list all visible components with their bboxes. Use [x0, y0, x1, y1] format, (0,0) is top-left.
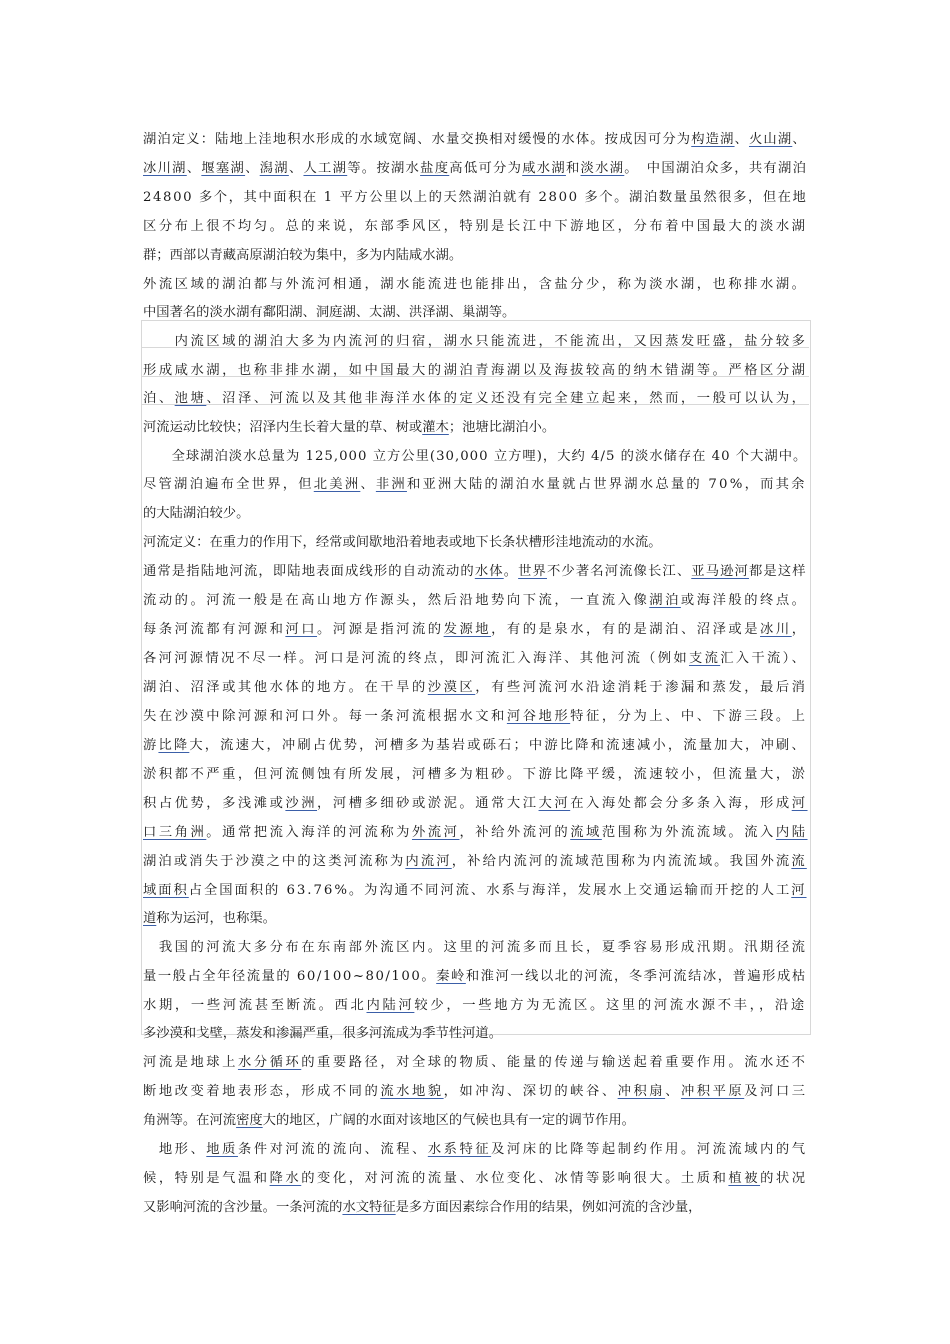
- text-run: 的大陆湖泊较少。: [143, 506, 250, 521]
- hyperlink[interactable]: 支流: [688, 651, 721, 666]
- text-run: 的重要路径，对全球的物质、能量的传递与输送起着重要作用。流水还不: [301, 1055, 808, 1070]
- hyperlink[interactable]: 堰塞湖: [201, 161, 246, 176]
- text-run: 、: [360, 477, 376, 492]
- text-run: 占全国面积的 63.76%。为沟通不同河流、水系与海洋，发展水上交通运输而开挖的人工: [188, 883, 792, 898]
- hyperlink[interactable]: 道: [143, 911, 157, 926]
- hyperlink[interactable]: 冲积扇: [617, 1084, 666, 1099]
- text-line: [143, 938, 807, 958]
- text-run: ，有的是泉水，有的是湖泊、沼泽或是: [491, 622, 761, 637]
- text-run: 和亚洲大陆的湖泊水量就占世界湖水总量的 70%，而其余: [406, 477, 807, 492]
- text-run: 、: [288, 161, 304, 176]
- text-run: 或海洋般的终点。: [680, 593, 808, 608]
- text-line: [143, 707, 807, 727]
- hyperlink[interactable]: 内流河: [405, 854, 452, 869]
- hyperlink[interactable]: 人工湖: [303, 161, 348, 176]
- hyperlink[interactable]: 冰川湖: [143, 161, 187, 176]
- hyperlink[interactable]: 河谷地形: [506, 709, 571, 724]
- text-run: 、沼泽、河流以及其他非海洋水体的定义还没有完全建立起来，然而，一般可以认为，: [206, 391, 808, 406]
- hyperlink[interactable]: 冰川: [760, 622, 792, 637]
- text-run: 条件对河流的流向、流程、: [237, 1142, 428, 1157]
- text-line: [143, 967, 807, 987]
- text-run: 群；西部以青藏高原湖泊较为集中，多为内陆咸水湖。: [143, 248, 463, 263]
- text-run: 的变化，对河流的流量、水位变化、冰情等影响很大。土质和: [301, 1171, 729, 1186]
- text-line: [143, 620, 808, 640]
- text-run: 河流定义：在重力的作用下，经常或间歇地沿着地表或地下长条状槽形洼地流动的水流。: [143, 535, 662, 550]
- hyperlink[interactable]: 流域: [570, 825, 602, 840]
- text-line: [143, 1169, 808, 1189]
- text-run: 河流运动比较快；沼泽内生长着大量的草、树或: [143, 420, 423, 435]
- text-run: 范围称为外流流域。流入: [601, 825, 776, 840]
- text-run: 候，特别是气温和: [143, 1171, 270, 1186]
- text-run: 失在沙漠中除河源和河口外。每一条河流根据水文和: [143, 709, 507, 724]
- text-run: 游: [143, 738, 159, 753]
- hyperlink[interactable]: 灌木: [422, 420, 449, 435]
- text-line: [143, 678, 807, 698]
- text-line: [143, 852, 807, 872]
- hyperlink[interactable]: 内陆: [775, 825, 808, 840]
- text-run: 。: [503, 564, 519, 579]
- text-line: [143, 188, 807, 208]
- text-line: [143, 1053, 808, 1073]
- text-run: 外流区域的湖泊都与外流河相通，湖水能流进也能排出，含盐分少，称为淡水湖，也称排水湖。: [143, 277, 808, 292]
- hyperlink[interactable]: 降水: [269, 1171, 302, 1186]
- text-line: [143, 562, 807, 582]
- text-run: 淤积都不严重，但河流侧蚀有所发展，河槽多为粗砂。下游比降平缓，流速较小，但流量大，淤: [143, 767, 808, 782]
- text-run: 我国的河流大多分布在东南部外流区内。这里的河流多而且长，夏季容易形成汛期。汛期径流: [143, 940, 808, 955]
- text-run: 、: [734, 132, 749, 147]
- text-run: 形成咸水湖，也称非排水湖，如中国最大的湖泊青海湖以及海拔较高的纳木错湖等。严格区分湖: [143, 363, 808, 378]
- hyperlink[interactable]: 地质: [206, 1142, 238, 1157]
- text-run: 多沙漠和戈壁，蒸发和渗漏严重，很多河流成为季节性河道。: [143, 1026, 503, 1041]
- text-line: [143, 736, 807, 756]
- text-run: 及河口三: [744, 1084, 808, 1099]
- hyperlink[interactable]: 沙漠区: [427, 680, 476, 695]
- text-run: 是多方面因素综合作用的结果，例如河流的含沙量，: [395, 1200, 702, 1215]
- text-run: 较少，一些地方为无流区。这里的河流水源不丰，，沿途: [414, 998, 807, 1013]
- hyperlink[interactable]: 水文特征: [342, 1200, 396, 1215]
- text-run: 湖泊或消失于沙漠之中的这类河流称为: [143, 854, 406, 869]
- text-run: 、: [792, 132, 807, 147]
- text-run: 河流是地球上: [143, 1055, 238, 1070]
- text-run: 水期，一些河流甚至断流。西北: [143, 998, 367, 1013]
- hyperlink[interactable]: 水体: [474, 564, 504, 579]
- text-run: 泊、: [143, 391, 175, 406]
- text-run: 中国著名的淡水湖有鄱阳湖、洞庭湖、太湖、洪泽湖、巢湖等。: [143, 305, 516, 320]
- hyperlink[interactable]: 沙洲: [285, 796, 318, 811]
- text-run: 又影响河流的含沙量。一条河流的: [143, 1200, 343, 1215]
- hyperlink[interactable]: 咸水湖: [522, 161, 566, 176]
- text-line: [143, 649, 807, 669]
- text-run: 湖泊定义：陆地上洼地积水形成的水域宽阔、水量交换相对缓慢的水体。按成因可分为: [143, 132, 692, 147]
- text-run: ，河槽多细砂或淤泥。通常大江: [317, 796, 539, 811]
- text-run: 、: [245, 161, 260, 176]
- text-line: [143, 1111, 635, 1131]
- text-line: [143, 389, 808, 409]
- hyperlink[interactable]: 池塘: [174, 391, 207, 406]
- hyperlink[interactable]: 水分循环: [237, 1055, 302, 1070]
- text-run: 积占优势，多浅滩或: [143, 796, 286, 811]
- hyperlink[interactable]: 外流河: [411, 825, 460, 840]
- text-run: 流动的。河流一般是在高山地方作源头，然后沿地势向下流，一直流入像: [143, 593, 650, 608]
- hyperlink[interactable]: 域面积: [143, 883, 189, 898]
- hyperlink[interactable]: 内陆河: [366, 998, 415, 1013]
- text-line: [143, 765, 807, 785]
- text-run: 都是这样: [748, 564, 807, 579]
- text-run: 区分布上很不均匀。总的来说，东部季风区，特别是长江中下游地区，分布着中国最大的淡水湖: [143, 219, 808, 234]
- text-line: [143, 130, 807, 150]
- hyperlink[interactable]: 河口: [285, 622, 318, 637]
- hyperlink[interactable]: 秦岭: [436, 969, 466, 984]
- text-run: 地形、: [143, 1142, 207, 1157]
- text-line: [143, 1024, 502, 1044]
- hyperlink[interactable]: 植被: [728, 1171, 761, 1186]
- text-line: [143, 217, 807, 237]
- hyperlink[interactable]: 发源地: [443, 622, 492, 637]
- text-line: [143, 909, 276, 929]
- text-line: [143, 794, 808, 814]
- text-run: 大的地区，广阔的水面对该地区的气候也具有一定的调节作用。: [262, 1113, 635, 1128]
- hyperlink[interactable]: 河: [791, 796, 808, 811]
- text-line: [143, 275, 807, 295]
- text-run: 通常是指陆地河流，即陆地表面成线形的自动流动的: [143, 564, 475, 579]
- text-run: 和淮河一线以北的河流，冬季河流结冰，普遍形成枯: [465, 969, 807, 984]
- text-run: 内流区域的湖泊大多为内流河的归宿，湖水只能流进，不能流出，又因蒸发旺盛，盐分较多: [143, 334, 808, 349]
- text-run: 、: [186, 161, 202, 176]
- hyperlink[interactable]: 大河: [538, 796, 571, 811]
- hyperlink[interactable]: 世界: [518, 564, 547, 579]
- text-run: 。通常把流入海洋的河流称为: [206, 825, 412, 840]
- hyperlink[interactable]: 河: [791, 883, 807, 898]
- text-line: [143, 303, 515, 323]
- text-run: ，: [791, 622, 808, 637]
- hyperlink[interactable]: 淡水湖: [580, 161, 625, 176]
- text-line: [143, 418, 555, 438]
- hyperlink[interactable]: 非洲: [375, 477, 407, 492]
- text-line: [143, 246, 462, 266]
- text-run: 24800 多个，其中面积在 1 平方公里以上的天然湖泊就有 2800 多个。湖泊数量虽然很多，但在地: [143, 190, 808, 205]
- text-line: [143, 881, 807, 901]
- text-run: ，有些河流河水沿途消耗于渗漏和蒸发，最后消: [475, 680, 808, 695]
- text-run: ，如冲沟、深切的峡谷、: [443, 1084, 618, 1099]
- hyperlink[interactable]: 冲积平原: [680, 1084, 745, 1099]
- text-run: 角洲等。在河流: [143, 1113, 237, 1128]
- hyperlink[interactable]: 火山湖: [748, 132, 793, 147]
- text-line: [143, 1198, 701, 1218]
- text-line: [143, 361, 807, 381]
- text-line: [143, 996, 807, 1016]
- text-run: 高低可分为: [449, 161, 523, 176]
- text-run: 在入海处都会分多条入海，形成: [570, 796, 792, 811]
- text-run: 的状况: [760, 1171, 808, 1186]
- text-run: 断地改变着地表形态，形成不同的: [143, 1084, 381, 1099]
- text-run: 及河床的比降等起制约作用。河流流域内的气: [491, 1142, 808, 1157]
- text-line: [143, 447, 807, 467]
- text-run: 全球湖泊淡水总量为 125,000 立方公里(30,000 立方哩)，大约 4/5 的淡水储存在 40 个大湖中。: [143, 449, 808, 464]
- text-run: 湖泊、沼泽或其他水体的地方。在干旱的: [143, 680, 428, 695]
- text-run: 。河源是指河流的: [317, 622, 444, 637]
- text-run: 等。按湖水: [347, 161, 421, 176]
- text-run: 特征，分为上、中、下游三段。上: [570, 709, 808, 724]
- text-line: [143, 591, 808, 611]
- text-run: ，补给内流河的流域范围称为内流流域。我国外流: [451, 854, 792, 869]
- text-run: ；池塘比湖泊小。: [448, 420, 556, 435]
- hyperlink[interactable]: 流水地貌: [380, 1084, 444, 1099]
- text-line: [143, 823, 808, 843]
- text-run: 称为运河，也称渠。: [156, 911, 276, 926]
- text-run: 各河河源情况不尽一样。河口是河流的终点，即河流汇入海洋、其他河流（例如: [143, 651, 689, 666]
- text-run: 大，流速大，冲刷占优势，河槽多为基岩或砾石；中游比降和流速减小，流量加大，冲刷、: [189, 738, 807, 753]
- text-run: 尽管湖泊遍布全世界，但: [143, 477, 314, 492]
- hyperlink[interactable]: 构造湖: [691, 132, 735, 147]
- hyperlink[interactable]: 盐度: [420, 161, 450, 176]
- hyperlink[interactable]: 北美洲: [313, 477, 361, 492]
- text-run: ，补给外流河的: [459, 825, 571, 840]
- text-run: 、: [665, 1084, 681, 1099]
- text-run: 和: [565, 161, 581, 176]
- text-line: [143, 159, 807, 179]
- text-run: 汇入干流）、: [720, 651, 808, 666]
- hyperlink[interactable]: 亚马逊河: [691, 564, 749, 579]
- text-run: 量一般占全年径流量的 60/100~80/100。: [143, 969, 437, 984]
- text-run: 。 中国湖泊众多，共有湖泊: [624, 161, 808, 176]
- text-line: [143, 475, 807, 495]
- text-line: [143, 1082, 808, 1102]
- text-line: [143, 504, 249, 524]
- hyperlink[interactable]: 流: [791, 854, 807, 869]
- hyperlink[interactable]: 水系特征: [427, 1142, 492, 1157]
- text-line: [143, 332, 807, 352]
- text-run: 不少著名河流像长江、: [546, 564, 692, 579]
- hyperlink[interactable]: 密度: [236, 1113, 263, 1128]
- hyperlink[interactable]: 比降: [158, 738, 190, 753]
- text-line: [143, 1140, 808, 1160]
- text-run: 每条河流都有河源和: [143, 622, 286, 637]
- text-line: [143, 533, 662, 553]
- hyperlink[interactable]: 口三角洲: [143, 825, 207, 840]
- hyperlink[interactable]: 潟湖: [259, 161, 289, 176]
- hyperlink[interactable]: 湖泊: [649, 593, 681, 608]
